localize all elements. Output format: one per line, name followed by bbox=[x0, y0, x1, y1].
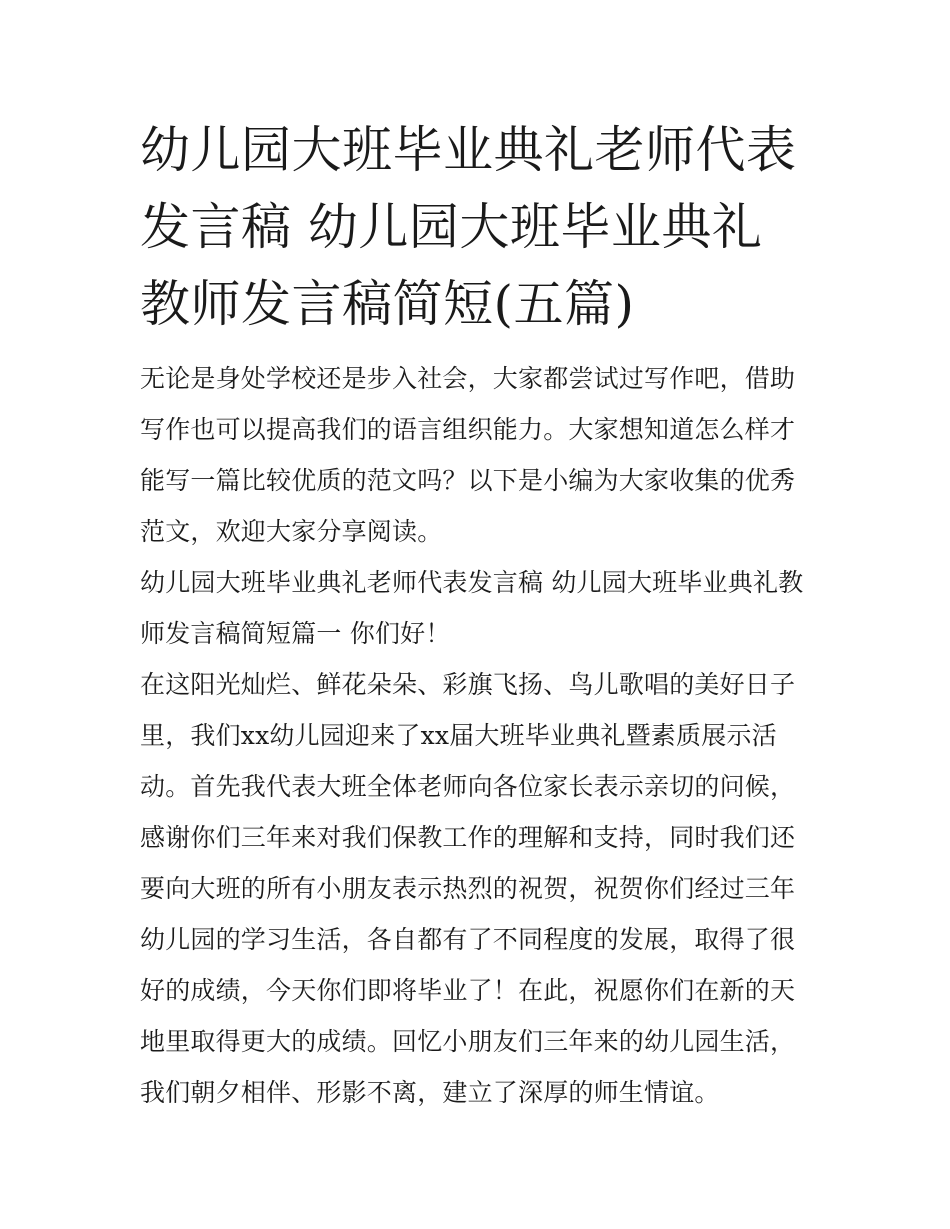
section-heading-paragraph: 幼儿园大班毕业典礼老师代表发言稿 幼儿园大班毕业典礼教师发言稿简短篇一 你们好！ bbox=[140, 568, 804, 648]
body-paragraph: 在这阳光灿烂、鲜花朵朵、彩旗飞扬、鸟儿歌唱的美好日子里，我们xx幼儿园迎来了xx届大班毕业典礼暨素质展示活动。首先我代表大班全体老师向各位家长表示亲切的问候，感谢你们三年来对我们保教工作的理解和支持，同时我们还要向大班的所有小朋友表示热烈的祝贺，祝贺你们经过三年幼儿园的学习生活，各自都有了不同程度的发展，取得了很好的成绩，今天你们即将毕业了！在此，祝愿你们在新的天地里取得更大的成绩。回忆小朋友们三年来的幼儿园生活，我们朝夕相伴、形影不离，建立了深厚的师生情谊。 bbox=[140, 670, 796, 1107]
intro-paragraph: 无论是身处学校还是步入社会，大家都尝试过写作吧，借助写作也可以提高我们的语言组织能力。大家想知道怎么样才能写一篇比较优质的范文吗？以下是小编为大家收集的优秀范文，欢迎大家分享阅读。 bbox=[140, 364, 796, 546]
document-page bbox=[140, 112, 812, 1118]
document-title: 幼儿园大班毕业典礼老师代表发言稿 幼儿园大班毕业典礼教师发言稿简短(五篇) bbox=[140, 121, 797, 333]
